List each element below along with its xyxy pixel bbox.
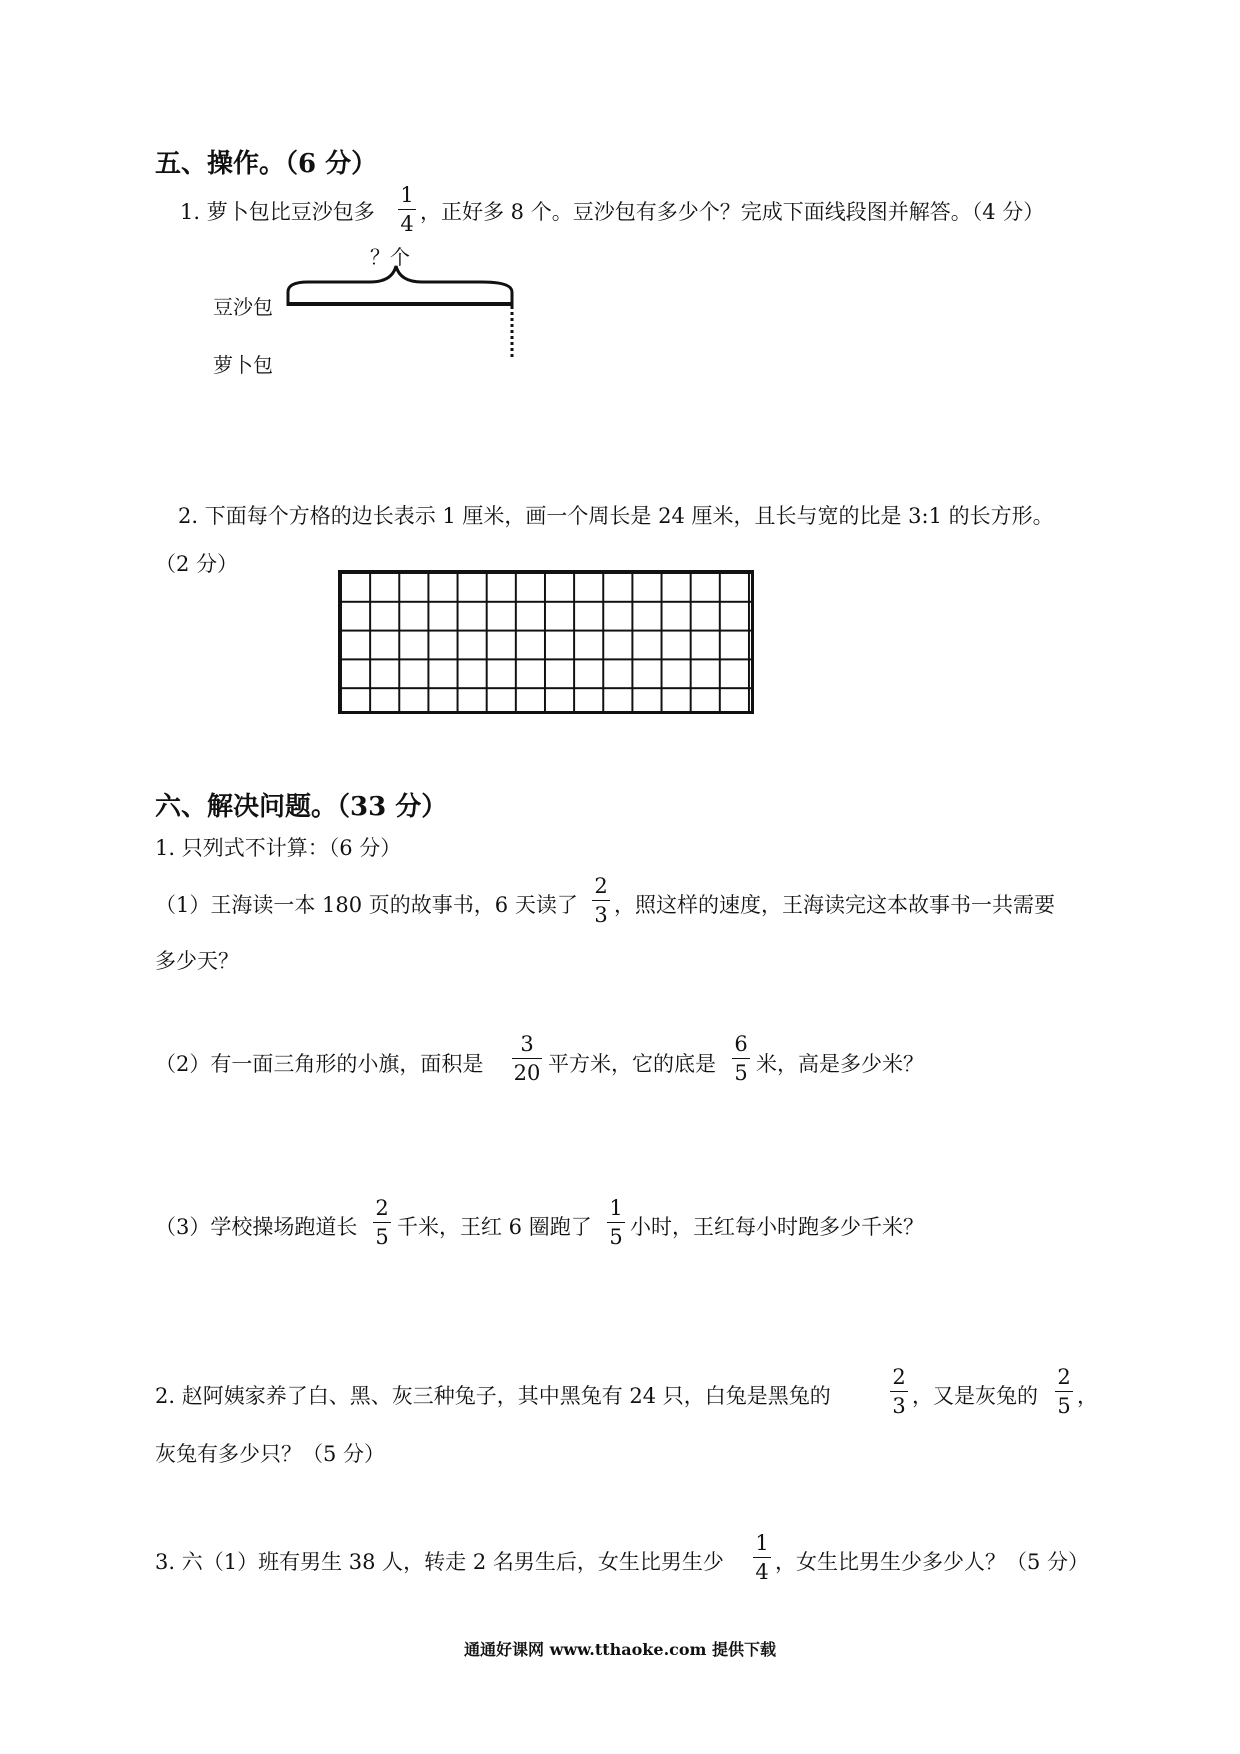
fraction-numerator: 1 [400,183,414,207]
s5-q2-line1: 2. 下面每个方格的边长表示 1 厘米，画一个周长是 24 厘米，且长与宽的比是 3:1 的长方形。 [178,504,1054,528]
s6-q1-p2-text-b: 平方米，它的底是 [548,1052,716,1076]
s6-q1-p1-fraction [592,873,610,928]
label-bean-bun: 豆沙包 [213,295,273,319]
s6-q3-text-a: 3. 六（1）班有男生 38 人，转走 2 名男生后，女生比男生少 [155,1550,724,1574]
square-grid[interactable] [338,570,754,714]
label-radish-bun: 萝卜包 [213,353,273,377]
s6-q1-p2-text-a: （2）有一面三角形的小旗，面积是 [155,1052,484,1076]
s6-q1-p1-text-a: （1）王海读一本 180 页的故事书，6 天读了 [155,893,578,917]
fraction-denominator: 3 [594,903,608,927]
fraction-numerator: 2 [375,1196,389,1220]
s6-q2-text-c: ， [1077,1384,1098,1408]
s5-q1-text-b: ，正好多 8 个。豆沙包有多少个？完成下面线段图并解答。（4 分） [420,200,1045,224]
s6-q1-p3-text-b: 千米，王红 6 圈跑了 [397,1215,592,1239]
section6-heading: 六、解决问题。（33 分） [155,792,448,822]
brace-label: ？个 [370,245,410,269]
s5-q1-text-a: 1. 萝卜包比豆沙包多 [180,200,375,224]
s6-q1-p2-fraction1 [512,1031,542,1086]
s5-q1-fraction [398,182,416,237]
fraction-numerator: 2 [594,874,608,898]
s6-q1-p1-text-c: 多少天？ [155,949,239,973]
s6-q1-p1-text-b: ，照这样的速度，王海读完这本故事书一共需要 [614,893,1055,917]
s6-q1-p2-text-c: 米，高是多少米？ [756,1052,924,1076]
fraction-denominator: 5 [734,1061,748,1085]
s6-q2-line2: 灰兔有多少只？（5 分） [155,1442,386,1466]
fraction-numerator: 2 [1057,1365,1071,1389]
s6-q1-title: 1. 只列式不计算：（6 分） [155,836,402,860]
s6-q1-p3-fraction1 [373,1195,391,1250]
fraction-numerator: 1 [609,1196,623,1220]
s6-q2-text-b: ，又是灰兔的 [912,1384,1038,1408]
fraction-denominator: 20 [513,1061,541,1085]
s6-q2-fraction1 [890,1364,908,1419]
s5-q2-line2: （2 分） [155,552,239,576]
s6-q3-text-b: ，女生比男生少多少人？（5 分） [775,1550,1090,1574]
fraction-numerator: 2 [892,1365,906,1389]
s6-q2-text-a: 2. 赵阿姨家养了白、黑、灰三种兔子，其中黑兔有 24 只，白兔是黑兔的 [155,1384,831,1408]
section5-heading: 五、操作。（6 分） [155,149,378,179]
line-segment-diagram [280,262,530,362]
s6-q1-p3-fraction2 [607,1195,625,1250]
fraction-denominator: 3 [892,1394,906,1418]
fraction-denominator: 5 [609,1225,623,1249]
s6-q2-fraction2 [1055,1364,1073,1419]
fraction-denominator: 4 [755,1560,769,1584]
fraction-numerator: 6 [734,1032,748,1056]
fraction-denominator: 5 [1057,1394,1071,1418]
s6-q3-fraction [753,1530,771,1585]
s6-q1-p2-fraction2 [732,1031,750,1086]
s6-q1-p3-text-c: 小时，王红每小时跑多少千米？ [630,1215,924,1239]
fraction-numerator: 3 [520,1032,534,1056]
page-footer: 通通好课网 www.tthaoke.com 提供下载 [464,1640,777,1659]
curly-brace [288,266,512,292]
fraction-numerator: 1 [755,1531,769,1555]
fraction-denominator: 4 [400,212,414,236]
fraction-denominator: 5 [375,1225,389,1249]
s6-q1-p3-text-a: （3）学校操场跑道长 [155,1215,358,1239]
